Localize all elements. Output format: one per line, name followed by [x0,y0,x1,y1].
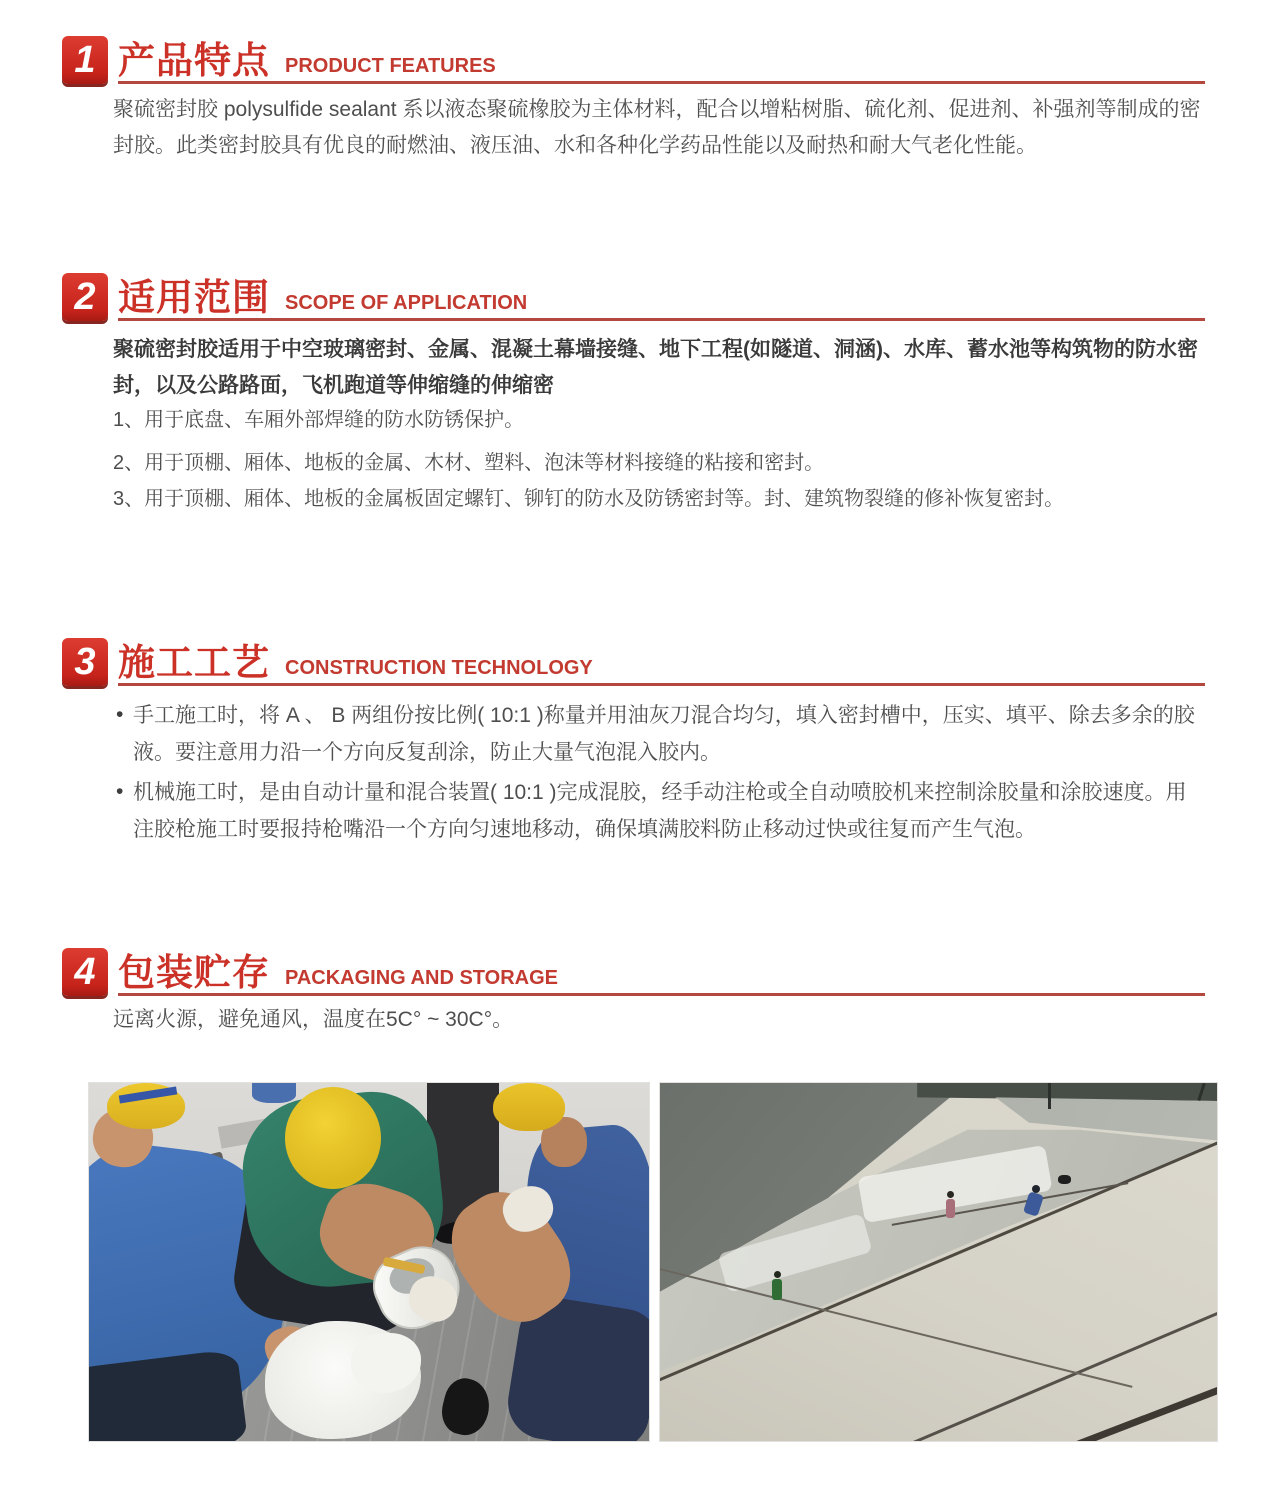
photo-embankment-site [659,1082,1218,1442]
section-1-header [62,34,1205,84]
worker-green-head [774,1271,781,1278]
section-2-lead: 聚硫密封胶适用于中空玻璃密封、金属、混凝土幕墙接缝、地下工程(如隧道、洞涵)、水库、蓄水池等构筑物的防水密封，以及公路路面，飞机跑道等伸缩缝的伸缩密 [113,338,1198,397]
section-3-bullets [116,697,1202,851]
section-3-title-en: CONSTRUCTION TECHNOLOGY [285,657,593,679]
section-2-list [113,408,1205,512]
section-1-title-en: PRODUCT FEATURES [285,55,496,77]
equipment-object [1058,1175,1071,1184]
pole [1048,1083,1051,1109]
section-4-header [62,946,1205,996]
bullet-machine-application: • 机械施工时，是由自动计量和混合装置( 10:1 )完成混胶，经手动注枪或全自动喷胶机来控制涂胶量和涂胶速度。用注胶枪施工时要报持枪嘴沿一个方向匀速地移动，确保填满胶料防止移动过快或往复而产生气泡。 [116,774,1202,848]
section-3-header [62,636,1205,686]
list-item-3: 3、用于顶棚、厢体、地板的金属板固定螺钉、铆钉的防水及防锈密封等。封、建筑物裂缝的修补恢复密封。 [113,488,1065,510]
section-1-title-zh: 产品特点 [118,39,270,81]
worker-pink [946,1199,955,1218]
worker-green [772,1279,782,1300]
section-3-number-badge: 3 [62,638,108,686]
section-2-title-zh: 适用范围 [118,276,270,318]
section-4-paragraph: 远离火源，避免通风，温度在5C° ~ 30C°。 [113,1008,514,1031]
section-2-number-badge: 2 [62,273,108,321]
section-2-title-en: SCOPE OF APPLICATION [285,292,528,314]
section-4-number-badge: 4 [62,948,108,996]
list-item-2: 2、用于顶棚、厢体、地板的金属、木材、塑料、泡沫等材料接缝的粘接和密封。 [113,452,825,474]
section-2-header [62,271,1205,321]
worker-blue-head [1032,1185,1040,1193]
right-worker-yellow-helmet [493,1083,565,1131]
background-person [252,1083,296,1103]
section-4-title-zh: 包装贮存 [118,951,270,993]
bullet-manual-application: • 手工施工时，将 A 、 B 两组份按比例( 10:1 )称量并用油灰刀混合均匀，填入密封槽中，压实、填平、除去多余的胶液。要注意用力沿一个方向反复刮涂，防止大量气泡混入胶内。 [116,697,1202,771]
section-4-titles [118,946,1205,996]
center-worker-yellow-helmet [285,1087,381,1189]
section-3-titles [118,636,1205,686]
section-3-title-zh: 施工工艺 [118,641,270,683]
worker-pink-head [947,1191,954,1198]
photo-sealant-application [88,1082,650,1442]
section-1-number-badge: 1 [62,36,108,84]
section-1-paragraph: 聚硫密封胶 polysulfide sealant 系以液态聚硫橡胶为主体材料，配合以增粘树脂、硫化剂、促进剂、补强剂等制成的密封胶。此类密封胶具有优良的耐燃油、液压油、水和各种化学药品性能以及耐热和耐大气老化性能。 [113,98,1201,157]
section-1-titles [118,34,1205,84]
list-item-1: 1、用于底盘、车厢外部焊缝的防水防锈保护。 [113,409,525,431]
section-2-titles [118,271,1205,321]
section-4-title-en: PACKAGING AND STORAGE [285,967,558,989]
